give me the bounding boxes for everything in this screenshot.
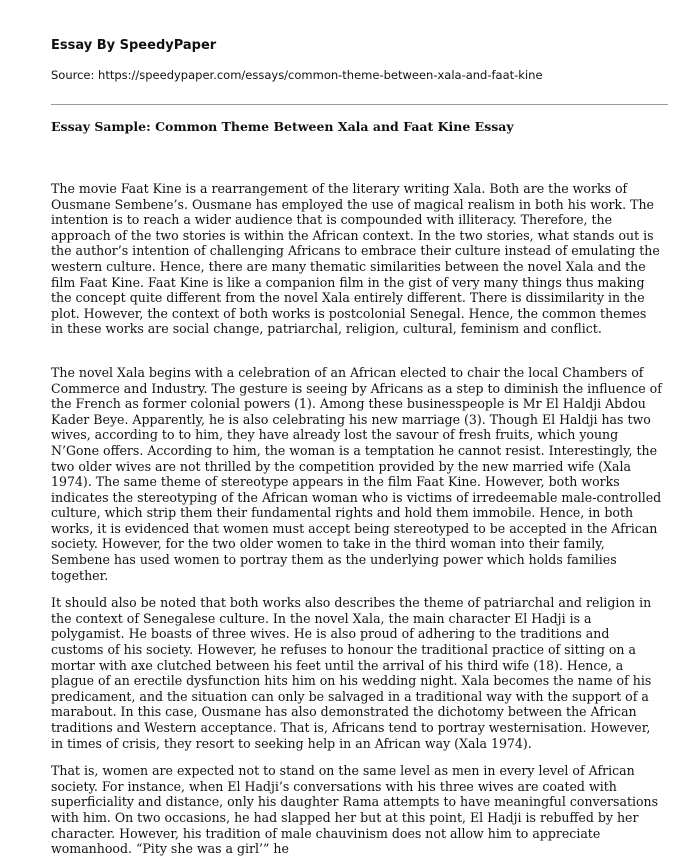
essay-paragraph: It should also be noted that both works also describes the theme of patriarchal and religion in the context of Senegalese culture. In the novel Xala, the main character El Hadji is a polygamist. He boasts of three wives. He is also proud of adhering to the traditions and customs of his society. However, he refuses to honour the traditional practice of sitting on a mortar with axe clutched between his feet until the arrival of his third wife (18). Hence, a plague of an erectile dysfunction hits him on his wedding night. Xala becomes the name of his predicament, and the situation can only be salvaged in a traditional way with the support of a marabout. In this case, Ousmane has also demonstrated the dichotomy between the African traditions and Western acceptance. That is, Africans tend to portray westernisation. However, in times of crisis, they resort to seeking help in an African way (Xala 1974). (51, 595, 652, 751)
essay-body (51, 181, 662, 857)
essay-paragraph: That is, women are expected not to stand on the same level as men in every level of African society. For instance, when El Hadji’s conversations with his three wives are coated with superficiality and distance, only his daughter Rama attempts to have meaningful conversations with him. On two occasions, he had slapped her but at this point, El Hadji is rebuffed by her character. However, his tradition of male chauvinism does not allow him to appreciate womanhood. “Pity she was a girl’” he (51, 763, 659, 857)
essay-paragraph: The movie Faat Kine is a rearrangement of the literary writing Xala. Both are the works of Ousmane Sembene’s. Ousmane has employed the use of magical realism in both his work. The intention is to reach a wider audience that is compounded with illiteracy. Therefore, the approach of the two stories is within the African context. In the two stories, what stands out is the author’s intention of challenging Africans to embrace their culture instead of emulating the western culture. Hence, there are many thematic similarities between the novel Xala and the film Faat Kine. Faat Kine is like a companion film in the gist of very many things thus making the concept quite different from the novel Xala entirely different. There is dissimilarity in the plot. However, the context of both works is postcolonial Senegal. Hence, the common themes in these works are social change, patriarchal, religion, cultural, feminism and conflict. (51, 181, 660, 337)
essay-paragraph: The novel Xala begins with a celebration of an African elected to chair the local Chambers of Commerce and Industry. The gesture is seeing by Africans as a step to diminish the influence of the French as former colonial powers (1). Among these businesspeople is Mr El Haldji Abdou Kader Beye. Apparently, he is also celebrating his new marriage (3). Though El Haldji has two wives, according to to him, they have already lost the savour of fresh fruits, which young N’Gone offers. According to him, the woman is a temptation he cannot resist. Interestingly, the two older wives are not thrilled by the competition provided by the new married wife (Xala 1974). The same theme of stereotype appears in the film Faat Kine. However, both works indicates the stereotyping of the African woman who is victims of irredeemable male-controlled culture, which strip them their fundamental rights and hold them immobile. Hence, in both works, it is evidenced that women must accept being stereotyped to be accepted in the African society. However, for the two older women to take in the third woman into their family, Sembene has used women to portray them as the underlying power which holds families together. (51, 364, 662, 583)
header-divider (51, 104, 668, 105)
publisher-title: Essay By SpeedyPaper (51, 38, 217, 53)
essay-title: Essay Sample: Common Theme Between Xala and Faat Kine Essay (51, 119, 514, 134)
source-url: Source: https://speedypaper.com/essays/common-theme-between-xala-and-faat-kine (51, 68, 543, 82)
